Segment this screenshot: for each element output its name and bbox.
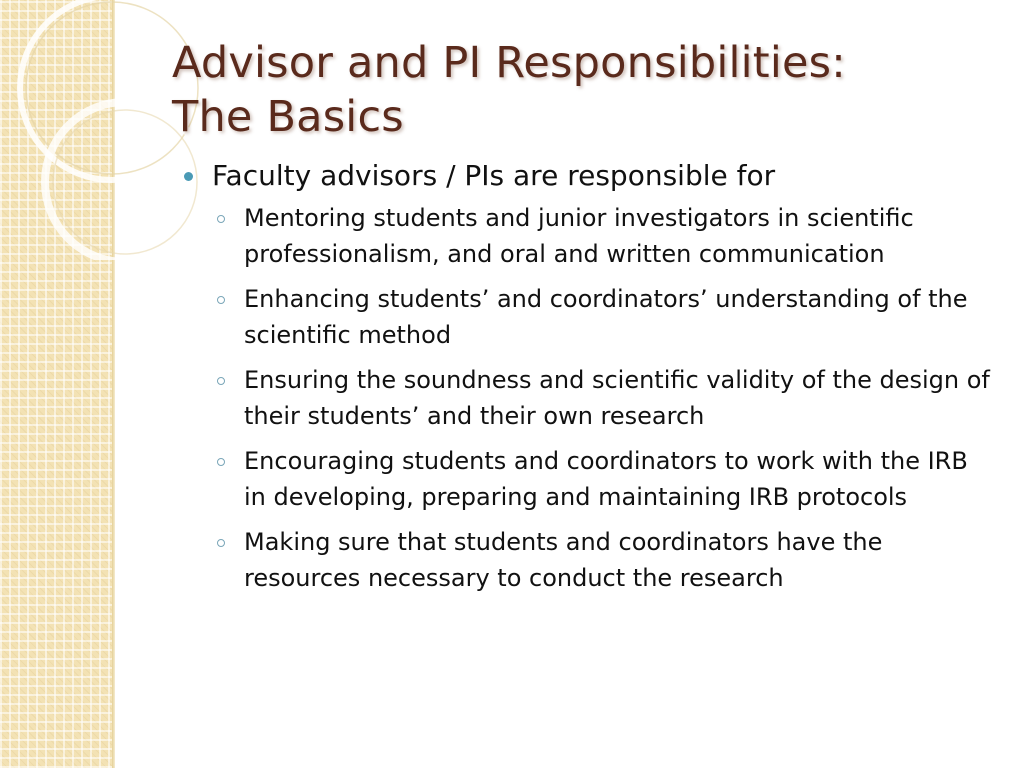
decorative-rings	[0, 0, 200, 260]
bullet-list	[172, 158, 992, 596]
hollow-circle-bullet-icon	[217, 539, 225, 547]
sub-bullet-item	[212, 362, 992, 434]
title-line-1: Advisor and PI Responsibilities:	[172, 38, 846, 88]
sub-bullet-text: Enhancing students’ and coordinators’ understanding of the scientific method	[244, 285, 968, 349]
hollow-circle-bullet-icon	[217, 458, 225, 466]
slide-content	[172, 36, 992, 605]
hollow-circle-bullet-icon	[217, 215, 225, 223]
sub-bullet-text: Making sure that students and coordinators have the resources necessary to conduct the research	[244, 528, 883, 592]
sub-bullet-text: Mentoring students and junior investigators in scientific professionalism, and oral and written communication	[244, 204, 914, 268]
sub-bullet-item	[212, 281, 992, 353]
sub-bullet-item	[212, 443, 992, 515]
sub-bullet-item	[212, 200, 992, 272]
slide-title	[172, 36, 992, 144]
sub-bullet-text: Ensuring the soundness and scientific validity of the design of their students’ and their own research	[244, 366, 990, 430]
bullet-item	[172, 158, 992, 596]
sub-bullet-list	[212, 200, 992, 596]
hollow-circle-bullet-icon	[217, 296, 225, 304]
hollow-circle-bullet-icon	[217, 377, 225, 385]
sub-bullet-text: Encouraging students and coordinators to work with the IRB in developing, preparing and maintaining IRB protocols	[244, 447, 968, 511]
sub-bullet-item	[212, 524, 992, 596]
bullet-text: Faculty advisors / PIs are responsible for	[212, 159, 776, 192]
filled-circle-bullet-icon	[184, 172, 193, 181]
title-line-2: The Basics	[172, 92, 404, 142]
